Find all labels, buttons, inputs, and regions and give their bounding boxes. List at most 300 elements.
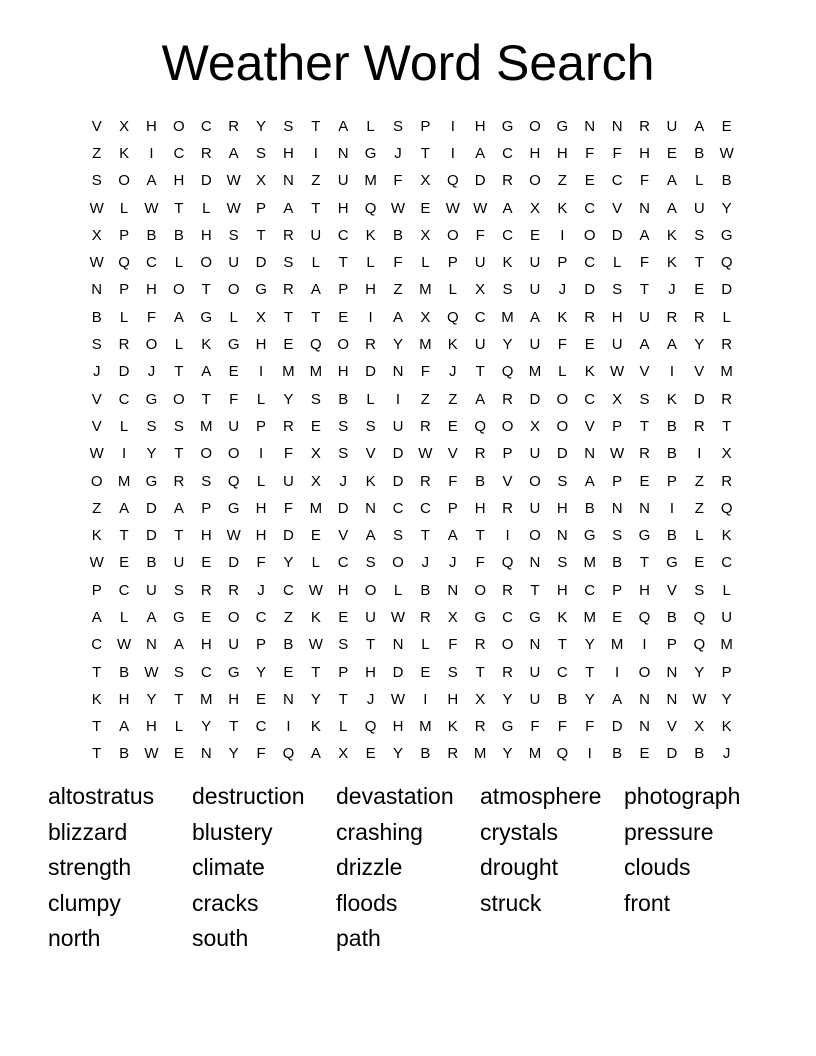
grid-letter[interactable]: S xyxy=(283,254,294,272)
grid-letter[interactable]: F xyxy=(448,636,458,654)
grid-letter[interactable]: V xyxy=(639,363,650,381)
grid-letter[interactable]: F xyxy=(393,254,403,272)
grid-letter[interactable]: H xyxy=(146,117,157,135)
grid-letter[interactable]: S xyxy=(173,663,184,681)
grid-letter[interactable]: S xyxy=(338,445,349,463)
grid-letter[interactable]: E xyxy=(310,417,321,435)
grid-letter[interactable]: F xyxy=(530,718,540,736)
grid-letter[interactable]: B xyxy=(666,445,677,463)
grid-letter[interactable]: R xyxy=(200,144,212,162)
grid-letter[interactable]: S xyxy=(612,527,623,545)
grid-letter[interactable]: V xyxy=(365,445,376,463)
grid-letter[interactable]: D xyxy=(392,472,404,490)
grid-letter[interactable]: G xyxy=(501,718,514,736)
grid-letter[interactable]: R xyxy=(721,336,733,354)
grid-letter[interactable]: J xyxy=(722,745,731,763)
grid-letter[interactable]: Z xyxy=(694,472,704,490)
grid-letter[interactable]: K xyxy=(365,226,376,244)
grid-letter[interactable]: A xyxy=(392,308,403,326)
grid-letter[interactable]: R xyxy=(584,308,596,326)
grid-letter[interactable]: T xyxy=(174,690,184,708)
grid-letter[interactable]: K xyxy=(666,390,677,408)
grid-letter[interactable]: U xyxy=(666,117,678,135)
grid-letter[interactable]: T xyxy=(338,690,348,708)
grid-letter[interactable]: T xyxy=(92,663,102,681)
grid-letter[interactable]: I xyxy=(697,445,702,463)
grid-letter[interactable]: R xyxy=(474,445,486,463)
grid-letter[interactable]: J xyxy=(92,363,101,381)
grid-letter[interactable]: B xyxy=(612,554,623,572)
grid-letter[interactable]: I xyxy=(587,745,592,763)
grid-letter[interactable]: X xyxy=(694,718,705,736)
grid-letter[interactable]: H xyxy=(146,281,157,299)
grid-letter[interactable]: T xyxy=(420,527,430,545)
grid-letter[interactable]: H xyxy=(146,718,157,736)
grid-letter[interactable]: W xyxy=(89,445,104,463)
grid-letter[interactable]: C xyxy=(584,390,596,408)
grid-letter[interactable]: U xyxy=(310,226,322,244)
grid-letter[interactable]: T xyxy=(475,527,485,545)
grid-letter[interactable]: N xyxy=(91,281,103,299)
grid-letter[interactable]: C xyxy=(337,226,349,244)
grid-letter[interactable]: O xyxy=(392,554,404,572)
grid-letter[interactable]: S xyxy=(91,172,102,190)
grid-letter[interactable]: Y xyxy=(721,690,732,708)
grid-letter[interactable]: B xyxy=(694,144,705,162)
grid-letter[interactable]: C xyxy=(392,499,404,517)
grid-letter[interactable]: I xyxy=(368,308,373,326)
grid-letter[interactable]: S xyxy=(310,390,321,408)
grid-letter[interactable]: Y xyxy=(502,690,513,708)
grid-letter[interactable]: B xyxy=(392,226,403,244)
grid-letter[interactable]: E xyxy=(365,745,376,763)
grid-letter[interactable]: N xyxy=(283,172,294,190)
grid-letter[interactable]: G xyxy=(227,663,240,681)
grid-letter[interactable]: U xyxy=(721,608,733,626)
grid-letter[interactable]: Q xyxy=(556,745,569,763)
grid-letter[interactable]: L xyxy=(722,581,731,599)
grid-letter[interactable]: I xyxy=(669,499,674,517)
grid-letter[interactable]: T xyxy=(174,363,184,381)
grid-letter[interactable]: G xyxy=(474,608,486,626)
grid-letter[interactable]: O xyxy=(227,281,240,299)
grid-letter[interactable]: T xyxy=(585,663,595,681)
grid-letter[interactable]: L xyxy=(174,718,184,736)
grid-letter[interactable]: C xyxy=(255,718,267,736)
grid-letter[interactable]: I xyxy=(258,363,264,381)
grid-letter[interactable]: F xyxy=(420,363,430,381)
grid-letter[interactable]: Z xyxy=(557,172,567,190)
grid-letter[interactable]: X xyxy=(529,417,540,435)
grid-letter[interactable]: X xyxy=(91,226,102,244)
grid-letter[interactable]: D xyxy=(611,718,623,736)
grid-letter[interactable]: Q xyxy=(474,417,486,435)
grid-letter[interactable]: D xyxy=(693,390,705,408)
grid-letter[interactable]: S xyxy=(392,117,403,135)
grid-letter[interactable]: R xyxy=(502,499,513,517)
grid-letter[interactable]: B xyxy=(146,226,157,244)
grid-letter[interactable]: N xyxy=(611,499,623,517)
grid-letter[interactable]: S xyxy=(694,581,705,599)
grid-letter[interactable]: M xyxy=(419,336,432,354)
grid-letter[interactable]: Y xyxy=(201,718,212,736)
grid-letter[interactable]: C xyxy=(283,581,294,599)
grid-letter[interactable]: U xyxy=(529,663,541,681)
grid-letter[interactable]: E xyxy=(228,363,239,381)
grid-letter[interactable]: H xyxy=(556,581,568,599)
grid-letter[interactable]: C xyxy=(474,308,486,326)
grid-letter[interactable]: C xyxy=(584,199,596,217)
grid-letter[interactable]: N xyxy=(666,690,678,708)
grid-letter[interactable]: L xyxy=(339,718,348,736)
grid-letter[interactable]: B xyxy=(420,745,431,763)
grid-letter[interactable]: X xyxy=(420,226,431,244)
grid-letter[interactable]: Y xyxy=(694,663,705,681)
grid-letter[interactable]: R xyxy=(666,308,678,326)
grid-letter[interactable]: W xyxy=(144,745,159,763)
grid-letter[interactable]: H xyxy=(639,144,650,162)
grid-letter[interactable]: L xyxy=(695,527,704,545)
grid-letter[interactable]: U xyxy=(173,554,185,572)
grid-letter[interactable]: C xyxy=(584,254,596,272)
grid-letter[interactable]: H xyxy=(611,308,623,326)
grid-letter[interactable]: U xyxy=(693,199,705,217)
grid-letter[interactable]: S xyxy=(283,117,294,135)
grid-letter[interactable]: I xyxy=(149,144,154,162)
grid-letter[interactable]: O xyxy=(364,581,377,599)
grid-letter[interactable]: Y xyxy=(283,554,294,572)
grid-letter[interactable]: E xyxy=(666,144,677,162)
grid-letter[interactable]: C xyxy=(200,663,212,681)
grid-letter[interactable]: S xyxy=(392,527,403,545)
grid-letter[interactable]: Q xyxy=(227,472,240,490)
grid-letter[interactable]: P xyxy=(557,254,568,272)
grid-letter[interactable]: S xyxy=(365,554,376,572)
grid-letter[interactable]: E xyxy=(639,472,650,490)
grid-letter[interactable]: Q xyxy=(693,608,706,626)
grid-letter[interactable]: L xyxy=(311,554,320,572)
grid-letter[interactable]: J xyxy=(421,554,430,572)
grid-letter[interactable]: M xyxy=(282,363,295,381)
grid-letter[interactable]: Q xyxy=(282,745,295,763)
grid-letter[interactable]: N xyxy=(556,527,568,545)
grid-letter[interactable]: V xyxy=(91,417,102,435)
grid-letter[interactable]: R xyxy=(419,472,431,490)
grid-letter[interactable]: V xyxy=(694,363,705,381)
grid-letter[interactable]: D xyxy=(118,363,130,381)
grid-letter[interactable]: P xyxy=(256,636,267,654)
grid-letter[interactable]: O xyxy=(173,117,185,135)
grid-letter[interactable]: A xyxy=(146,608,157,626)
grid-letter[interactable]: P xyxy=(338,281,349,299)
grid-letter[interactable]: U xyxy=(639,308,650,326)
grid-letter[interactable]: M xyxy=(720,636,733,654)
grid-letter[interactable]: V xyxy=(91,390,102,408)
grid-letter[interactable]: Z xyxy=(311,172,321,190)
grid-letter[interactable]: X xyxy=(612,390,623,408)
grid-letter[interactable]: A xyxy=(119,499,130,517)
grid-letter[interactable]: S xyxy=(256,144,267,162)
grid-letter[interactable]: S xyxy=(639,390,650,408)
grid-letter[interactable]: E xyxy=(283,663,294,681)
grid-letter[interactable]: S xyxy=(557,554,568,572)
grid-letter[interactable]: U xyxy=(228,254,240,272)
grid-letter[interactable]: R xyxy=(502,172,513,190)
grid-letter[interactable]: F xyxy=(557,718,567,736)
grid-letter[interactable]: H xyxy=(200,636,212,654)
grid-letter[interactable]: G xyxy=(720,226,733,244)
grid-letter[interactable]: A xyxy=(91,608,102,626)
grid-letter[interactable]: E xyxy=(529,226,540,244)
grid-letter[interactable]: T xyxy=(229,718,239,736)
grid-letter[interactable]: S xyxy=(91,336,102,354)
grid-letter[interactable]: Y xyxy=(502,745,513,763)
grid-letter[interactable]: O xyxy=(118,172,130,190)
grid-letter[interactable]: I xyxy=(450,117,455,135)
grid-letter[interactable]: O xyxy=(90,472,103,490)
grid-letter[interactable]: R xyxy=(721,472,733,490)
grid-letter[interactable]: N xyxy=(392,363,404,381)
grid-letter[interactable]: E xyxy=(256,690,267,708)
grid-letter[interactable]: P xyxy=(612,417,623,435)
grid-letter[interactable]: W xyxy=(226,199,241,217)
grid-letter[interactable]: L xyxy=(119,199,129,217)
grid-letter[interactable]: A xyxy=(338,117,349,135)
grid-letter[interactable]: L xyxy=(366,390,375,408)
grid-letter[interactable]: M xyxy=(501,308,514,326)
grid-letter[interactable]: R xyxy=(283,226,294,244)
grid-letter[interactable]: O xyxy=(200,254,213,272)
grid-letter[interactable]: E xyxy=(447,417,458,435)
grid-letter[interactable]: L xyxy=(366,254,375,272)
grid-letter[interactable]: E xyxy=(420,199,431,217)
grid-letter[interactable]: N xyxy=(337,144,349,162)
grid-letter[interactable]: Y xyxy=(256,663,267,681)
grid-letter[interactable]: R xyxy=(419,417,431,435)
grid-letter[interactable]: Q xyxy=(720,254,733,272)
grid-letter[interactable]: R xyxy=(693,308,705,326)
grid-letter[interactable]: E xyxy=(201,608,212,626)
grid-letter[interactable]: Z xyxy=(283,608,294,626)
grid-letter[interactable]: U xyxy=(529,281,541,299)
grid-letter[interactable]: U xyxy=(474,336,486,354)
grid-letter[interactable]: U xyxy=(529,336,541,354)
grid-letter[interactable]: P xyxy=(338,663,349,681)
grid-letter[interactable]: T xyxy=(283,308,294,326)
grid-letter[interactable]: D xyxy=(611,226,623,244)
grid-letter[interactable]: T xyxy=(201,281,211,299)
grid-letter[interactable]: U xyxy=(146,581,157,599)
grid-letter[interactable]: T xyxy=(639,417,650,435)
grid-letter[interactable]: H xyxy=(529,144,541,162)
grid-letter[interactable]: N xyxy=(529,554,541,572)
grid-letter[interactable]: D xyxy=(666,745,678,763)
grid-letter[interactable]: Q xyxy=(309,336,322,354)
grid-letter[interactable]: Y xyxy=(502,336,513,354)
grid-letter[interactable]: S xyxy=(694,226,705,244)
grid-letter[interactable]: N xyxy=(639,499,650,517)
grid-letter[interactable]: L xyxy=(202,199,211,217)
grid-letter[interactable]: B xyxy=(584,499,595,517)
grid-letter[interactable]: E xyxy=(338,608,349,626)
grid-letter[interactable]: L xyxy=(256,390,266,408)
grid-letter[interactable]: X xyxy=(447,608,458,626)
grid-letter[interactable]: G xyxy=(255,281,267,299)
grid-letter[interactable]: S xyxy=(557,472,568,490)
grid-letter[interactable]: L xyxy=(256,472,266,490)
grid-letter[interactable]: Z xyxy=(92,499,102,517)
grid-letter[interactable]: Z xyxy=(92,144,102,162)
grid-letter[interactable]: X xyxy=(119,117,130,135)
grid-letter[interactable]: L xyxy=(421,254,430,272)
grid-letter[interactable]: C xyxy=(118,581,130,599)
grid-letter[interactable]: X xyxy=(256,308,267,326)
grid-letter[interactable]: R xyxy=(721,390,733,408)
grid-letter[interactable]: T xyxy=(639,281,650,299)
grid-letter[interactable]: D xyxy=(228,554,240,572)
grid-letter[interactable]: B xyxy=(666,608,677,626)
grid-letter[interactable]: Y xyxy=(694,336,705,354)
grid-letter[interactable]: F xyxy=(393,172,403,190)
grid-letter[interactable]: W xyxy=(719,144,734,162)
grid-letter[interactable]: A xyxy=(365,527,376,545)
grid-letter[interactable]: R xyxy=(502,390,513,408)
grid-letter[interactable]: O xyxy=(529,117,541,135)
grid-letter[interactable]: F xyxy=(283,499,294,517)
grid-letter[interactable]: H xyxy=(639,581,650,599)
grid-letter[interactable]: R xyxy=(474,718,486,736)
grid-letter[interactable]: H xyxy=(200,527,212,545)
grid-letter[interactable]: N xyxy=(365,499,377,517)
grid-letter[interactable]: P xyxy=(447,254,458,272)
grid-letter[interactable]: O xyxy=(529,472,541,490)
grid-letter[interactable]: H xyxy=(173,172,185,190)
grid-letter[interactable]: O xyxy=(501,636,514,654)
grid-letter[interactable]: B xyxy=(666,527,677,545)
grid-letter[interactable]: A xyxy=(694,117,705,135)
grid-letter[interactable]: U xyxy=(392,417,404,435)
grid-letter[interactable]: C xyxy=(611,172,623,190)
grid-letter[interactable]: M xyxy=(200,417,213,435)
grid-letter[interactable]: N xyxy=(392,636,404,654)
grid-letter[interactable]: V xyxy=(447,445,458,463)
grid-letter[interactable]: A xyxy=(173,499,184,517)
grid-letter[interactable]: T xyxy=(174,527,184,545)
grid-letter[interactable]: J xyxy=(668,281,676,299)
grid-letter[interactable]: H xyxy=(556,499,568,517)
grid-letter[interactable]: X xyxy=(310,445,321,463)
grid-letter[interactable]: G xyxy=(364,144,377,162)
grid-letter[interactable]: B xyxy=(557,690,568,708)
grid-letter[interactable]: B xyxy=(146,554,157,572)
grid-letter[interactable]: A xyxy=(283,199,294,217)
grid-letter[interactable]: D xyxy=(392,663,404,681)
grid-letter[interactable]: G xyxy=(227,499,240,517)
grid-letter[interactable]: T xyxy=(639,554,650,572)
grid-letter[interactable]: J xyxy=(449,363,457,381)
grid-letter[interactable]: O xyxy=(145,336,158,354)
grid-letter[interactable]: I xyxy=(286,718,291,736)
grid-letter[interactable]: P xyxy=(612,472,623,490)
grid-letter[interactable]: F xyxy=(585,144,595,162)
grid-letter[interactable]: B xyxy=(338,390,349,408)
grid-letter[interactable]: O xyxy=(173,281,185,299)
grid-letter[interactable]: H xyxy=(447,690,459,708)
grid-letter[interactable]: Q xyxy=(446,172,459,190)
grid-letter[interactable]: G xyxy=(501,117,514,135)
grid-letter[interactable]: A xyxy=(310,745,321,763)
grid-letter[interactable]: J xyxy=(394,144,402,162)
grid-letter[interactable]: L xyxy=(421,636,430,654)
grid-letter[interactable]: A xyxy=(639,226,650,244)
grid-letter[interactable]: V xyxy=(666,718,677,736)
grid-letter[interactable]: G xyxy=(583,527,596,545)
grid-letter[interactable]: H xyxy=(255,527,267,545)
grid-letter[interactable]: P xyxy=(666,472,677,490)
grid-letter[interactable]: O xyxy=(583,226,596,244)
grid-letter[interactable]: A xyxy=(639,336,650,354)
grid-letter[interactable]: C xyxy=(146,254,157,272)
grid-letter[interactable]: F xyxy=(229,390,239,408)
grid-letter[interactable]: D xyxy=(255,254,267,272)
grid-letter[interactable]: M xyxy=(528,363,542,381)
grid-letter[interactable]: L xyxy=(119,417,129,435)
grid-letter[interactable]: G xyxy=(145,390,158,408)
grid-letter[interactable]: W xyxy=(308,581,323,599)
grid-letter[interactable]: B xyxy=(612,745,623,763)
grid-letter[interactable]: B xyxy=(91,308,102,326)
grid-letter[interactable]: W xyxy=(390,608,406,626)
grid-letter[interactable]: D xyxy=(529,390,541,408)
grid-letter[interactable]: L xyxy=(695,172,704,190)
grid-letter[interactable]: E xyxy=(639,745,650,763)
grid-letter[interactable]: I xyxy=(450,144,455,162)
grid-letter[interactable]: E xyxy=(173,745,184,763)
grid-letter[interactable]: M xyxy=(200,690,213,708)
grid-letter[interactable]: A xyxy=(666,199,677,217)
grid-letter[interactable]: J xyxy=(147,363,156,381)
grid-letter[interactable]: F xyxy=(639,172,650,190)
grid-letter[interactable]: N xyxy=(584,117,596,135)
grid-letter[interactable]: P xyxy=(612,581,623,599)
grid-letter[interactable]: O xyxy=(638,663,651,681)
grid-letter[interactable]: S xyxy=(447,663,458,681)
grid-letter[interactable]: L xyxy=(558,363,567,381)
grid-letter[interactable]: B xyxy=(666,417,677,435)
grid-letter[interactable]: O xyxy=(529,172,541,190)
grid-letter[interactable]: A xyxy=(666,172,677,190)
grid-letter[interactable]: T xyxy=(119,527,129,545)
grid-letter[interactable]: A xyxy=(173,308,184,326)
grid-letter[interactable]: Y xyxy=(310,690,321,708)
grid-letter[interactable]: B xyxy=(119,745,130,763)
grid-letter[interactable]: T xyxy=(174,445,184,463)
grid-letter[interactable]: U xyxy=(529,690,541,708)
grid-letter[interactable]: E xyxy=(201,554,212,572)
grid-letter[interactable]: V xyxy=(91,117,102,135)
grid-letter[interactable]: M xyxy=(419,281,432,299)
grid-letter[interactable]: N xyxy=(639,690,650,708)
grid-letter[interactable]: P xyxy=(119,226,130,244)
grid-letter[interactable]: I xyxy=(423,690,428,708)
grid-letter[interactable]: P xyxy=(119,281,130,299)
grid-letter[interactable]: C xyxy=(255,608,267,626)
grid-letter[interactable]: R xyxy=(118,336,130,354)
grid-letter[interactable]: K xyxy=(447,336,458,354)
grid-letter[interactable]: I xyxy=(258,445,264,463)
grid-letter[interactable]: C xyxy=(91,636,103,654)
grid-letter[interactable]: N xyxy=(283,690,294,708)
